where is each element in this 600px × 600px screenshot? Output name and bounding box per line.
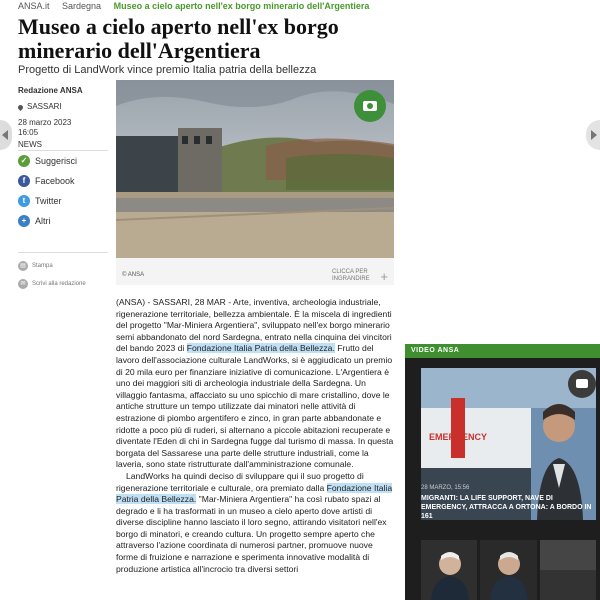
article-body (116, 297, 394, 575)
suggest-button[interactable] (18, 151, 108, 171)
article-photo-block (116, 80, 394, 285)
video-thumbs-row (421, 540, 596, 600)
thumb-up-icon: ✓ (18, 155, 30, 167)
video-thumb-2[interactable] (480, 540, 536, 600)
printer-icon: ▤ (18, 261, 28, 271)
paragraph-1-text-b: Frutto del lavoro dell'associazione culturale LandWorks, si è aggiudicato un premio di 20 mila euro per finanziare iniziative di comunicazione. L'Argentiera è uno dei maggiori siti di archeologia industriale della Sardegna. Un villaggio fantasma, affacciato su uno spicchio di mare cristallino, dove le antiche strutture un tempo utilizzate dai minatori nelle attività di estrazione di piombo argentifero e zinco, in gran parte abbandonate e ridotte a poco più di ruderi, si alternano a piccole abitazioni recuperate e diventate l'Eden di chi in Sardegna fugge dal turismo di massa. In questa borgata del Sassarese una parte delle strutture industriali, come la laveria, sono state ristrutturate dall'amministrazione comunale. (116, 343, 394, 470)
camera-lens-icon (367, 103, 373, 109)
video-thumb-3-image (540, 540, 596, 600)
chevron-right-icon (591, 130, 597, 140)
article-category[interactable]: NEWS (18, 140, 42, 149)
video-thumb-1-image (421, 540, 477, 600)
article-date: 28 marzo 2023 (18, 118, 72, 127)
paragraph-1-text-a: (ANSA) - SASSARI, 28 MAR - Arte, inventiva, archeologia industriale, rigenerazione territoriale, bellezza ambientale. È la miscela di ingredienti del progetto "Mar-Miniera Argentiera", sviluppato nell'ex borgo minerario semi abbandonato del nord Sardegna, entrato nella cinquina dei vincitori del bando 2023 di (116, 297, 392, 354)
gallery-camera-button[interactable] (354, 90, 386, 122)
video-ansa-widget (405, 344, 600, 600)
breadcrumb-current[interactable]: Museo a cielo aperto nell'ex borgo minerario dell'Argentiera (113, 1, 370, 11)
article-title: Museo a cielo aperto nell'ex borgo minerario dell'Argentiera (18, 14, 339, 63)
more-label: Altri (35, 216, 51, 226)
photo-credit: © ANSA (122, 272, 145, 278)
breadcrumb (18, 0, 379, 13)
print-button[interactable] (18, 257, 108, 275)
argentiera-landscape-image (116, 80, 394, 258)
video-thumb-3[interactable] (540, 540, 596, 600)
article-subtitle: Progetto di LandWork vince premio Italia patria della bellezza (18, 64, 317, 76)
chevron-left-icon (2, 130, 8, 140)
article-paragraph-1 (116, 297, 394, 471)
suggest-label: Suggerisci (35, 156, 78, 166)
location-pin-icon (17, 103, 24, 110)
facebook-share-button[interactable] (18, 171, 108, 191)
article-author: Redazione ANSA (18, 86, 83, 95)
video-camera-icon (576, 379, 588, 388)
enlarge-plus-icon[interactable]: + (380, 269, 388, 284)
article-photo[interactable] (116, 80, 394, 258)
breadcrumb-site[interactable]: ANSA.it (18, 1, 50, 11)
article-paragraph-2 (116, 471, 394, 575)
write-label: Scrivi alla redazione (32, 281, 86, 287)
enlarge-photo-link[interactable]: CLICCA PER INGRANDIRE (332, 269, 370, 282)
facebook-label: Facebook (35, 176, 75, 186)
video-thumb-2-image (480, 540, 536, 600)
location-text: SASSARI (27, 102, 62, 111)
share-panel (18, 150, 108, 231)
video-date: 28 MARZO, 15:56 (421, 485, 470, 491)
twitter-label: Twitter (35, 196, 62, 206)
print-label: Stampa (32, 263, 53, 269)
prev-article-tab[interactable] (0, 120, 12, 150)
video-title[interactable]: MIGRANTI: LA LIFE SUPPORT, NAVE DI EMERGENCY, ATTRACCA A ORTONA: A BORDO IN 161 (421, 495, 592, 520)
twitter-icon: t (18, 195, 30, 207)
tools-panel (18, 252, 108, 293)
article-location (18, 102, 108, 112)
next-article-tab[interactable] (586, 120, 600, 150)
plus-icon: + (18, 215, 30, 227)
facebook-icon: f (18, 175, 30, 187)
paragraph-2-text-b: "Mar-Miniera Argentiera" ha così rubato spazi al degrado e li ha trasformati in un museo a cielo aperto dove artisti di diverse discipline hanno lasciato il loro segno, attirando visitatori nell'ex borgo di minatori, e creando cultura. Un progetto sempre aperto che attraverso l'azione coordinata di numerosi partner, promuove nuove forme di fruizione e narrazione e sperimenta innovative modalità di produzione artistica all'incrocio tra diversi settori (116, 494, 387, 574)
more-share-button[interactable] (18, 211, 108, 231)
twitter-share-button[interactable] (18, 191, 108, 211)
write-editor-button[interactable] (18, 275, 108, 293)
ship-emergency-label: EMERGENCY (429, 432, 488, 442)
paragraph-2-text-a: LandWorks ha quindi deciso di sviluppare qui il suo progetto di rigenerazione territoriale e culturale, ora premiato dalla (116, 470, 364, 493)
article-datetime (18, 118, 108, 138)
video-play-button[interactable] (568, 370, 596, 398)
video-section-header: VIDEO ANSA (405, 344, 600, 358)
foundation-link-1[interactable]: Fondazione Italia Patria della Bellezza. (186, 343, 335, 354)
breadcrumb-section[interactable]: Sardegna (62, 1, 102, 11)
video-thumb-1[interactable] (421, 540, 477, 600)
article-time: 16:05 (18, 128, 39, 137)
article-meta (18, 86, 108, 150)
foundation-link-2[interactable]: Fondazione Italia Patria della Bellezza. (116, 482, 393, 505)
mail-icon: ✉ (18, 279, 28, 289)
